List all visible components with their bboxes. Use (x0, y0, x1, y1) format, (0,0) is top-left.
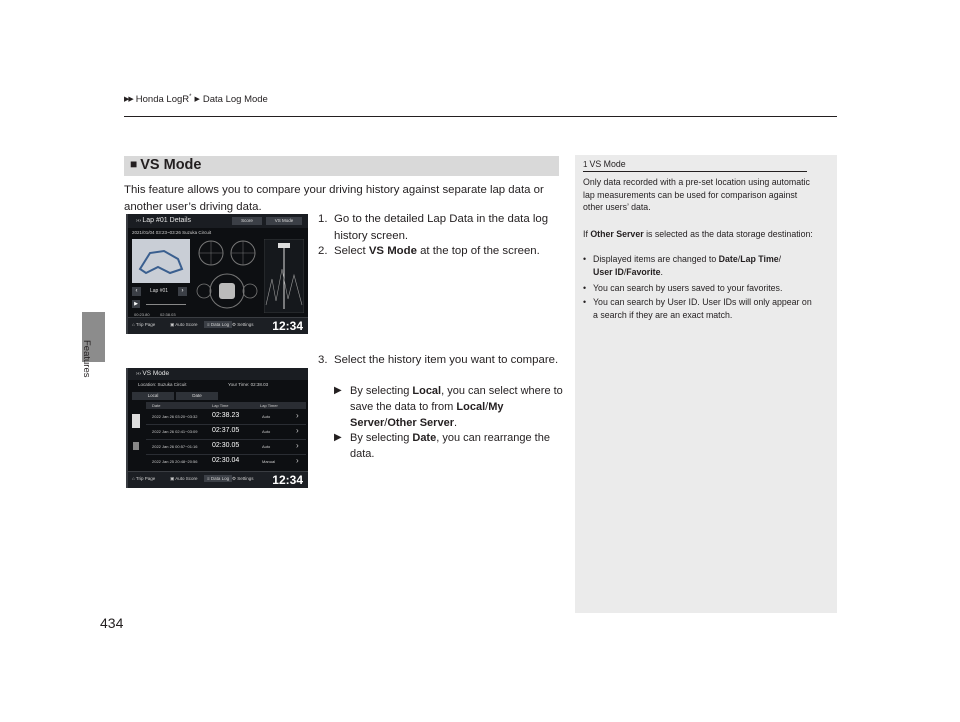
lap-label: Lap #01 (150, 288, 169, 294)
vs-mode-button[interactable]: VS Mode (266, 217, 302, 225)
arrow-bullet-icon: ▶ (334, 385, 342, 396)
row-timer: Auto (262, 429, 271, 434)
sub-bold: My Server (350, 401, 504, 429)
playback-slider[interactable] (146, 304, 186, 305)
step-text: Select the history item you want to compare. (334, 354, 559, 366)
auto-score-tab[interactable]: ▣ Auto Score (170, 476, 198, 481)
header-rule (124, 116, 837, 117)
breadcrumb (124, 94, 268, 105)
sub-bold: Date (412, 432, 437, 444)
step-text-pre: Select (334, 245, 369, 257)
section-title (130, 157, 201, 173)
lap-date: 2021/01/04 03:23~03:26 Suzuka Circuit (132, 230, 212, 235)
auto-score-tab[interactable]: ▣ Auto Score (170, 322, 198, 327)
row-timer: Manual (262, 459, 276, 464)
note-rule (583, 171, 807, 172)
location-row: Location: Suzuka Circuit (138, 382, 187, 387)
bullet-icon: • (583, 283, 587, 293)
chevron-right-icon: › (296, 411, 299, 420)
track-map-icon (132, 239, 190, 283)
step-number: 2. (318, 245, 328, 257)
local-button[interactable]: Local (132, 392, 174, 400)
sub-text: . (453, 417, 458, 429)
date-button[interactable]: Date (176, 392, 218, 400)
row-date: 2022 Jan 26 00:57~01:16 (152, 444, 198, 449)
step-number: 3. (318, 354, 328, 366)
note-heading (583, 159, 626, 169)
note-heading-text: VS Mode (589, 159, 626, 169)
row-lap-time: 02:30.05 (212, 442, 240, 449)
step-text-post: at the top of the screen. (416, 245, 540, 257)
screen-vs-mode (126, 368, 308, 488)
section-square-icon: ■ (130, 157, 138, 171)
trip-page-tab[interactable]: ⌂ Trip Page (132, 322, 156, 327)
lap-time-1: 00:23.80 (134, 312, 150, 317)
breadcrumb-parent[interactable]: Honda LogR (135, 94, 190, 106)
next-lap-button[interactable]: › (178, 287, 187, 296)
chapter-label: Features (81, 340, 92, 378)
play-icon[interactable]: ▶ (132, 300, 140, 308)
table-row[interactable] (146, 410, 306, 425)
sub-bullet-1 (334, 383, 564, 431)
chevron-right-icon: › (296, 426, 299, 435)
bottom-nav-bar (128, 471, 308, 488)
your-time-row: Your Time: 02:38.03 (228, 382, 269, 387)
breadcrumb-current: Data Log Mode (202, 94, 268, 106)
table-row[interactable] (146, 425, 306, 440)
step-1 (318, 211, 563, 244)
data-log-tab[interactable]: ≡ Data Log (204, 321, 232, 328)
sub-text: By selecting (350, 385, 413, 397)
table-row[interactable] (146, 455, 306, 469)
col-date: Date (152, 403, 161, 408)
breadcrumb-separator-icon: ▶ (194, 96, 200, 104)
note-bullet-2: • You can search by users saved to your favorites. (583, 283, 783, 293)
sub-text: By selecting (350, 432, 413, 444)
gauges-icon (194, 239, 260, 313)
settings-tab[interactable]: ⚙ Settings (232, 322, 254, 327)
note-bullet-3: • You can search by User ID. User IDs will only appear on a search if they are an exact match. (583, 297, 812, 320)
sub-text: , you can rearrange the data. (350, 432, 550, 460)
bullet-icon: • (583, 297, 587, 307)
arrow-bullet-icon: ▶ (334, 432, 342, 443)
sub-bold: Local (412, 385, 442, 397)
note-panel (575, 155, 837, 613)
graph-icon (264, 239, 304, 313)
row-lap-time: 02:30.04 (212, 457, 240, 464)
step-text: Go to the detailed Lap Data in the data log history screen. (334, 213, 549, 242)
table-header (146, 402, 306, 409)
bullet-icon: • (583, 254, 587, 264)
track-map (132, 239, 190, 283)
trip-page-tab[interactable]: ⌂ Trip Page (132, 476, 156, 481)
note-bullet-1: • Displayed items are changed to Date/Lap Time/ User ID/Favorite. (583, 254, 782, 277)
history-list (146, 410, 306, 469)
col-lap-timer: Lap Timer (260, 403, 278, 408)
row-date: 2022 Jan 26 02:41~03:09 (152, 429, 198, 434)
footnote-mark: * (189, 94, 192, 100)
bottom-nav-bar (128, 317, 308, 334)
row-lap-time: 02:38.23 (212, 412, 240, 419)
clock: 12:34 (272, 473, 303, 487)
page-number: 434 (100, 615, 124, 631)
clock: 12:34 (272, 319, 303, 333)
row-date: 2022 Jan 25 20:48~20:56 (152, 459, 198, 464)
chevron-right-icon: › (296, 456, 299, 465)
row-lap-time: 02:37.05 (212, 427, 240, 434)
breadcrumb-arrows-icon: ▶▶ (124, 96, 133, 104)
step-number: 1. (318, 213, 328, 225)
step-bold: VS Mode (368, 245, 417, 257)
row-date: 2022 Jan 26 03:20~03:32 (152, 414, 198, 419)
table-row[interactable] (146, 440, 306, 455)
note-paragraph-2: If Other Server is selected as the data storage destination: (583, 229, 813, 239)
screen-lap-details (126, 214, 308, 334)
sub-bold: Other Server (387, 417, 454, 429)
step-2 (318, 243, 563, 260)
sub-bullet-2 (334, 430, 564, 462)
settings-tab[interactable]: ⚙ Settings (232, 476, 254, 481)
row-timer: Auto (262, 414, 271, 419)
col-lap-time: Lap Time (212, 403, 229, 408)
score-button[interactable]: Score (232, 217, 262, 225)
step-3 (318, 352, 563, 369)
sub-text: , you can select where to save the data to from (350, 385, 563, 413)
sub-slash: / (485, 401, 489, 413)
data-log-tab[interactable]: ≡ Data Log (204, 475, 232, 482)
sub-slash: / (384, 417, 388, 429)
note-paragraph-1: Only data recorded with a pre-set location using automatic lap measurements can be used for comparison against other users’ data. (583, 177, 810, 212)
prev-lap-button[interactable]: ‹ (132, 287, 141, 296)
chevron-right-icon: › (296, 441, 299, 450)
lap-time-2: 02:38.03 (160, 312, 176, 317)
section-title-text: VS Mode (140, 157, 202, 173)
scroll-up-icon[interactable] (132, 414, 140, 428)
intro-paragraph: This feature allows you to compare your driving history against separate lap data or another user’s driving data. (124, 184, 544, 213)
sub-bold: Local (456, 401, 486, 413)
screen-title: ››› VS Mode (136, 370, 170, 377)
reference-icon: 1 (583, 160, 588, 169)
trash-icon[interactable] (133, 442, 139, 450)
screen-title: ››› Lap #01 Details (136, 217, 192, 224)
row-timer: Auto (262, 444, 271, 449)
